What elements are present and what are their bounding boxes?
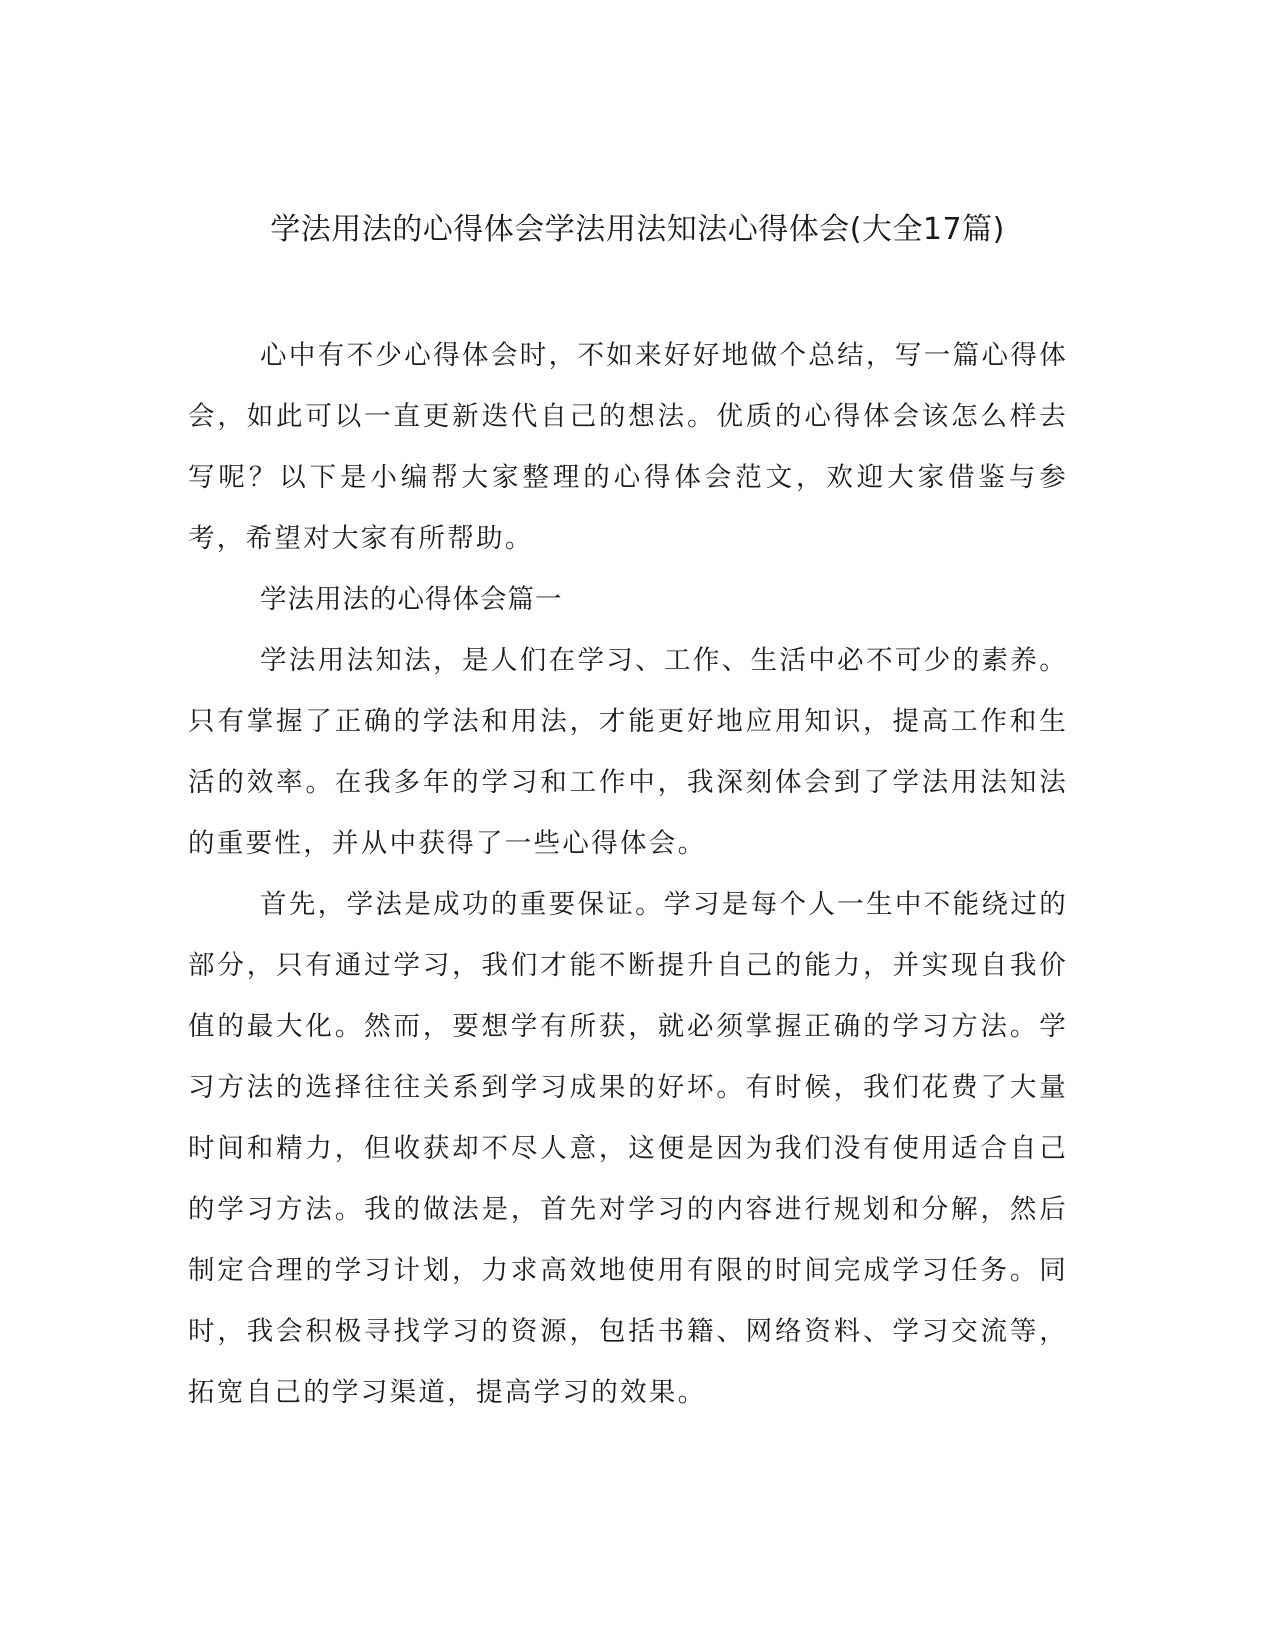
body-paragraph-1: 学法用法知法，是人们在学习、工作、生活中必不可少的素养。只有掌握了正确的学法和用法，才能更好地应用知识，提高工作和生活的效率。在我多年的学习和工作中，我深刻体会到了学法用法知法的重要性，并从中获得了一些心得体会。 <box>188 645 1068 859</box>
section-heading: 学法用法的心得体会篇一 <box>260 584 563 615</box>
document-body <box>188 325 1068 1423</box>
document-title: 学法用法的心得体会学法用法知法心得体会(大全17篇) <box>270 212 1005 247</box>
body-paragraph-2: 首先，学法是成功的重要保证。学习是每个人一生中不能绕过的部分，只有通过学习，我们才能不断提升自己的能力，并实现自我价值的最大化。然而，要想学有所获，就必须掌握正确的学习方法。学习方法的选择往往关系到学习成果的好坏。有时候，我们花费了大量时间和精力，但收获却不尽人意，这便是因为我们没有使用适合自己的学习方法。我的做法是，首先对学习的内容进行规划和分解，然后制定合理的学习计划，力求高效地使用有限的时间完成学习任务。同时，我会积极寻找学习的资源，包括书籍、网络资料、学习交流等，拓宽自己的学习渠道，提高学习的效果。 <box>188 889 1068 1408</box>
intro-paragraph: 心中有不少心得体会时，不如来好好地做个总结，写一篇心得体会，如此可以一直更新迭代自己的想法。优质的心得体会该怎么样去写呢？以下是小编帮大家整理的心得体会范文，欢迎大家借鉴与参考，希望对大家有所帮助。 <box>188 340 1068 554</box>
